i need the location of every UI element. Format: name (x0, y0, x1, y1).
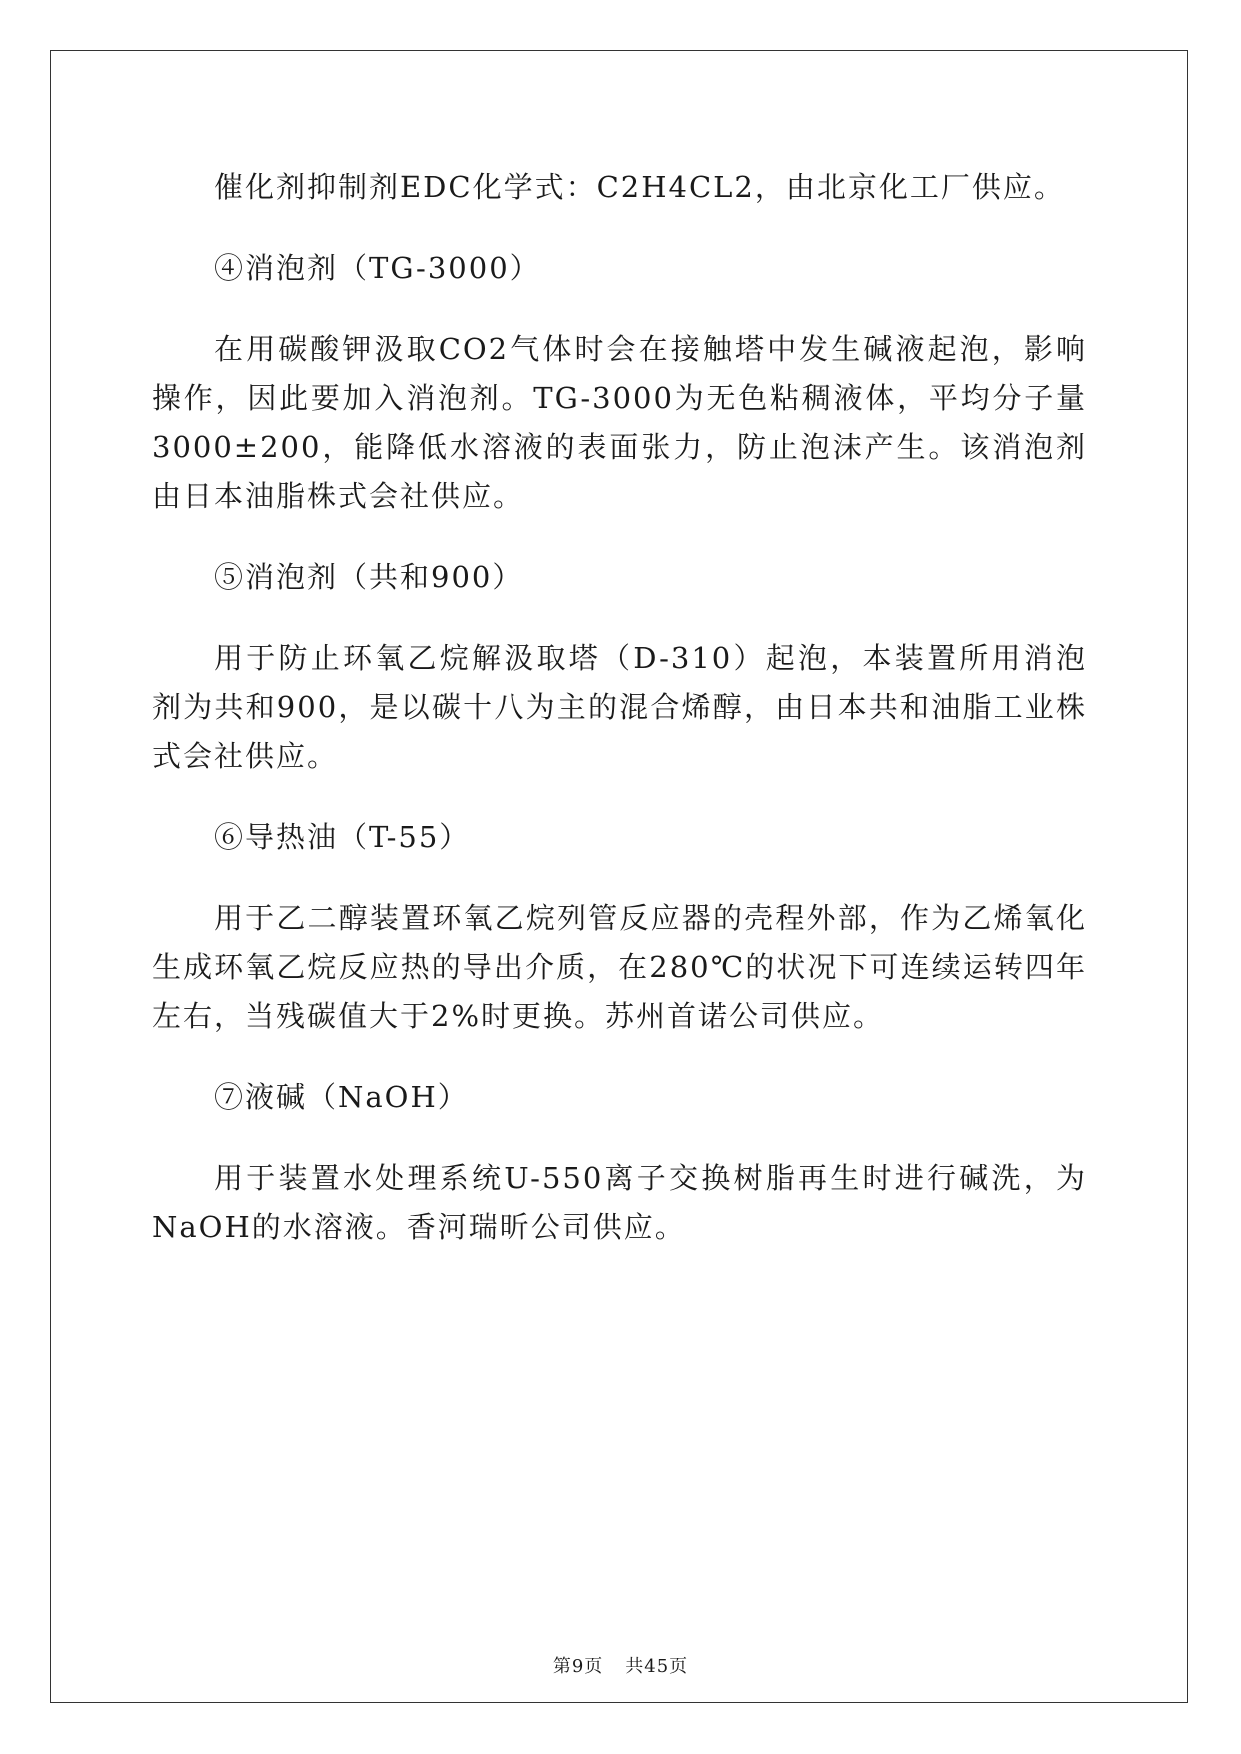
section-heading: ⑦液碱（NaOH） (214, 1080, 469, 1114)
paragraph: 在用碳酸钾汲取CO2气体时会在接触塔中发生碱液起泡，影响操作，因此要加入消泡剂。TG-3000为无色粘稠液体，平均分子量3000±200，能降低水溶液的表面张力，防止泡沫产生。该消泡剂由日本油脂株式会社供应。 (152, 332, 1087, 513)
paragraph: 用于防止环氧乙烷解汲取塔（D-310）起泡，本装置所用消泡剂为共和900，是以碳十八为主的混合烯醇，由日本共和油脂工业株式会社供应。 (152, 641, 1087, 773)
section-heading: ④消泡剂（TG-3000） (214, 251, 541, 285)
page-prefix: 第 (552, 1656, 572, 1677)
paragraph: 用于装置水处理系统U-550离子交换树脂再生时进行碱洗，为NaOH的水溶液。香河瑞昕公司供应。 (152, 1161, 1087, 1244)
page-footer (0, 1652, 1241, 1678)
document-body (152, 163, 1087, 1284)
section-heading: ⑥导热油（T-55） (214, 820, 471, 854)
total-suffix: 页 (669, 1656, 689, 1677)
page-suffix: 页 (584, 1656, 604, 1677)
paragraph: 用于乙二醇装置环氧乙烷列管反应器的壳程外部，作为乙烯氧化生成环氧乙烷反应热的导出介质，在280℃的状况下可连续运转四年左右，当残碳值大于2%时更换。苏州首诺公司供应。 (152, 901, 1087, 1033)
total-pages: 45 (644, 1656, 670, 1677)
section-heading: ⑤消泡剂（共和900） (214, 560, 524, 594)
total-prefix: 共 (625, 1656, 645, 1677)
page-number: 9 (571, 1656, 585, 1677)
paragraph: 催化剂抑制剂EDC化学式：C2H4CL2，由北京化工厂供应。 (214, 170, 1065, 204)
